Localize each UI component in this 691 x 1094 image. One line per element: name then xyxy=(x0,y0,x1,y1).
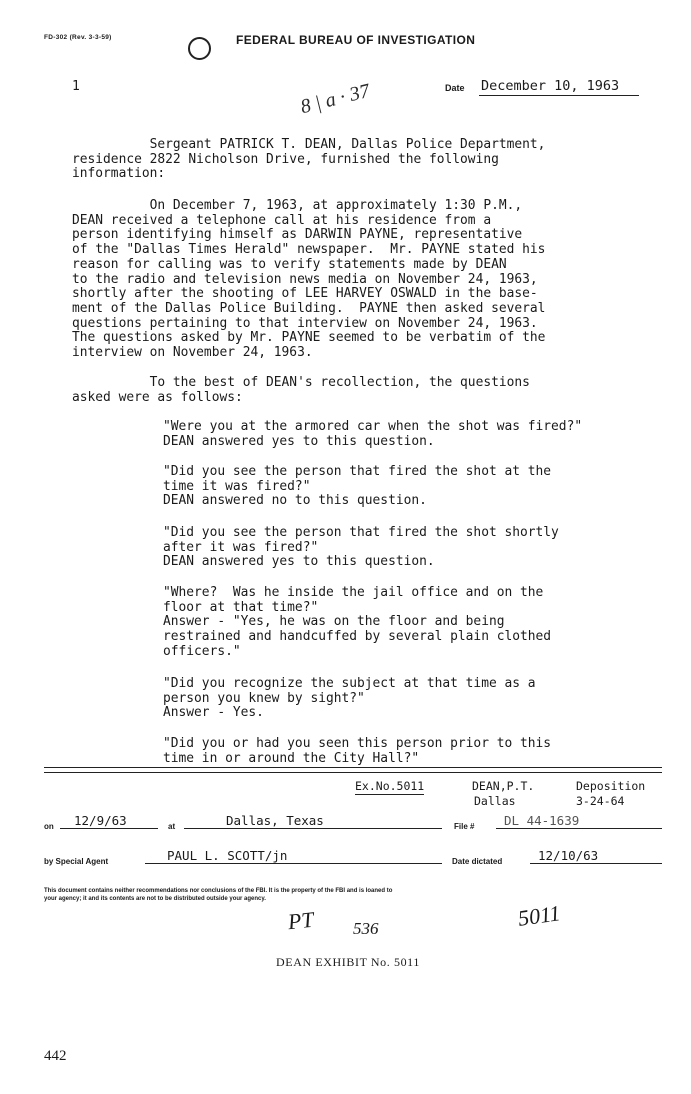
file-value: DL 44-1639 xyxy=(496,813,662,829)
disclaimer: This document contains neither recommendations nor conclusions of the FBI. It is the property of the FBI and is loaned to your agency; it and its contents are not to be distributed outside your agency. xyxy=(44,888,393,902)
date-label: Date xyxy=(445,83,465,93)
question-block: "Were you at the armored car when the shot was fired?" DEAN answered yes to this question. xyxy=(163,419,583,449)
on-value: 12/9/63 xyxy=(60,813,158,829)
seal-circle-icon xyxy=(188,37,211,60)
call-paragraph: On December 7, 1963, at approximately 1:30 P.M., DEAN received a telephone call at his residence from a person identifying himself as DARWIN PAYNE, representative of the "Dallas Times Herald" newspaper. Mr. PAYNE stated his reason for calling was to verify statements made by DEAN to the radio and television news media on November 24, 1963, shortly after the shooting of LEE HARVEY OSWALD in the base- ment of the Dallas Police Building. PAYNE then asked several questions pertaining to that interview on November 24, 1963. The questions asked by Mr. PAYNE seemed to be verbatim of the interview on November 24, 1963. xyxy=(72,198,546,361)
page-number: 1 xyxy=(72,79,80,94)
at-label: at xyxy=(168,822,176,831)
handwritten-exhibit-number: 5011 xyxy=(516,900,562,931)
at-value: Dallas, Texas xyxy=(184,813,442,829)
question-block: "Where? Was he inside the jail office and on the floor at that time?" Answer - "Yes, he was on the floor and being restrained and handcuffed by several plain clothed officers." xyxy=(163,585,552,659)
stamp-city: Dallas xyxy=(474,794,516,808)
agency-title: FEDERAL BUREAU OF INVESTIGATION xyxy=(236,33,476,47)
form-number: FD-302 (Rev. 3-3-59) xyxy=(44,34,112,41)
on-label: on xyxy=(44,822,54,831)
recollection-paragraph: To the best of DEAN's recollection, the questions asked were as follows: xyxy=(72,375,530,405)
question-block: "Did you recognize the subject at that time as a person you knew by sight?" Answer - Yes. xyxy=(163,676,536,721)
date-value: December 10, 1963 xyxy=(479,78,639,96)
form-divider xyxy=(44,767,662,768)
question-block: "Did you see the person that fired the shot shortly after it was fired?" DEAN answered yes to this question. xyxy=(163,525,559,570)
handwritten-number: 536 xyxy=(353,919,379,938)
stamp-type: Deposition xyxy=(576,779,646,793)
handwritten-initials: PT xyxy=(286,906,315,935)
file-label: File # xyxy=(454,822,475,831)
exhibit-caption: DEAN EXHIBIT No. 5011 xyxy=(276,955,420,969)
agent-value: PAUL L. SCOTT/jn xyxy=(145,848,442,864)
question-block: "Did you or had you seen this person prior to this time in or around the City Hall?" xyxy=(163,736,552,766)
stamp-name: DEAN,P.T. xyxy=(472,779,535,793)
dictated-value: 12/10/63 xyxy=(530,848,662,864)
question-block: "Did you see the person that fired the shot at the time it was fired?" DEAN answered no to this question. xyxy=(163,464,552,509)
dictated-label: Date dictated xyxy=(452,857,503,866)
form-divider xyxy=(44,772,662,773)
stamp-exhibit: Ex.No.5011 xyxy=(355,779,425,793)
page-footer-number: 442 xyxy=(44,1048,67,1064)
stamp-date: 3-24-64 xyxy=(576,794,625,808)
agent-label: by Special Agent xyxy=(44,857,109,866)
handwritten-serial: 8 | a · 37 xyxy=(298,79,372,119)
intro-paragraph: Sergeant PATRICK T. DEAN, Dallas Police Department, residence 2822 Nicholson Drive, furnished the following information: xyxy=(72,137,546,182)
